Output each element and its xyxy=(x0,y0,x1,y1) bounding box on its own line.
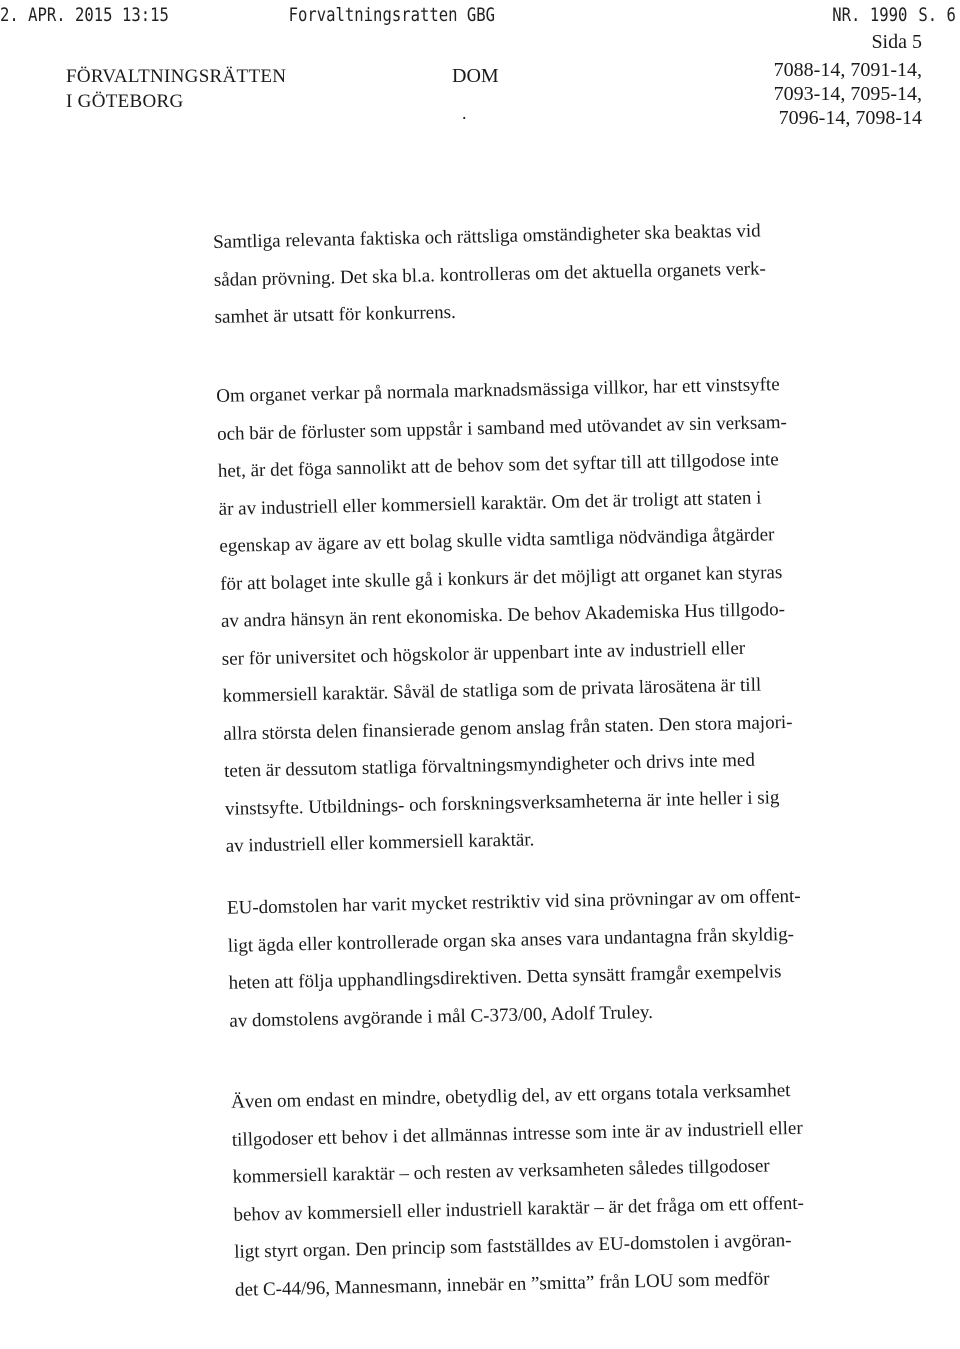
text-line: ligt styrt organ. Den princip som fastställdes av EU-domstolen i avgöran- xyxy=(234,1230,792,1263)
document-type: DOM xyxy=(452,65,499,87)
text-line: Om organet verkar på normala marknadsmässiga villkor, har ett vinstsyfte xyxy=(216,374,780,407)
text-line: Även om endast en mindre, obetydlig del, av ett organs totala verksamhet xyxy=(230,1080,791,1113)
text-line: ser för universitet och högskolor är uppenbart inte av industriell eller xyxy=(221,637,746,670)
text-line: vinstsyfte. Utbildnings- och forskningsverksamheterna är inte heller i sig xyxy=(224,786,780,820)
fax-number: NR. 1990 xyxy=(832,4,908,26)
text-line: kommersiell karaktär. Såväl de statliga som de privata lärosätena är till xyxy=(222,674,762,707)
case-number-line: 7096-14, 7098-14 xyxy=(778,107,922,129)
text-line: för att bolaget inte skulle gå i konkurs är det möjligt att organet kan styras xyxy=(220,561,783,595)
fax-date-time: 2. APR. 2015 13:15 xyxy=(0,4,169,26)
fax-page: S. 6 xyxy=(918,4,956,26)
text-line: det C-44/96, Mannesmann, innebär en ”smitta” från LOU som medför xyxy=(234,1268,770,1301)
text-line: het, är det föga sannolikt att de behov som det syftar till att tillgodose inte xyxy=(217,449,779,482)
page-label: Sida 5 xyxy=(871,31,922,53)
text-line: behov av kommersiell eller industriell karaktär – är det fråga om ett offent- xyxy=(233,1192,805,1226)
text-line: Samtliga relevanta faktiska och rättsliga omständigheter ska beaktas vid xyxy=(212,220,761,253)
court-name-line-2: I GÖTEBORG xyxy=(66,91,184,112)
text-line: och bär de förluster som uppstår i samband med utövandet av sin verksam- xyxy=(216,411,788,445)
court-name-line-1: FÖRVALTNINGSRÄTTEN xyxy=(66,66,287,87)
fax-sender: Forvaltningsratten GBG xyxy=(288,4,496,26)
case-numbers xyxy=(774,58,922,130)
text-line: egenskap av ägare av ett bolag skulle vidta samtliga nödvändiga åtgärder xyxy=(219,524,775,557)
text-line: av domstolens avgörande i mål C-373/00, Adolf Truley. xyxy=(229,1001,654,1032)
court-name xyxy=(66,64,286,114)
text-line: av industriell eller kommersiell karaktär. xyxy=(225,829,535,857)
text-line: kommersiell karaktär – och resten av verksamheten således tillgodoser xyxy=(232,1155,770,1188)
text-line: heten att följa upphandlingsdirektiven. Detta synsätt framgår exempelvis xyxy=(228,961,782,994)
text-line: tillgodoser ett behov i det allmännas intresse som inte är av industriell eller xyxy=(231,1117,803,1151)
fax-transmission-header xyxy=(0,4,956,30)
case-number-line: 7088-14, 7091-14, xyxy=(773,59,922,81)
text-line: av andra hänsyn än rent ekonomiska. De behov Akademiska Hus tillgodo- xyxy=(220,599,786,632)
text-line: ligt ägda eller kontrollerade organ ska anses vara undantagna från skyldig- xyxy=(227,923,795,957)
case-number-line: 7093-14, 7095-14, xyxy=(773,83,922,105)
text-line: EU-domstolen har varit mycket restriktiv vid sina prövningar av om offent- xyxy=(226,885,801,919)
text-line: teten är dessutom statliga förvaltningsmyndigheter och drivs inte med xyxy=(223,749,756,782)
text-line: samhet är utsatt för konkurrens. xyxy=(214,301,456,328)
stray-mark: . xyxy=(462,103,467,123)
text-line: allra största delen finansierade genom anslag från staten. Den stora majori- xyxy=(223,711,793,745)
text-line: är av industriell eller kommersiell karaktär. Om det är troligt att staten i xyxy=(218,487,762,520)
text-line: sådan prövning. Det ska bl.a. kontrolleras om det aktuella organets verk- xyxy=(213,257,767,291)
